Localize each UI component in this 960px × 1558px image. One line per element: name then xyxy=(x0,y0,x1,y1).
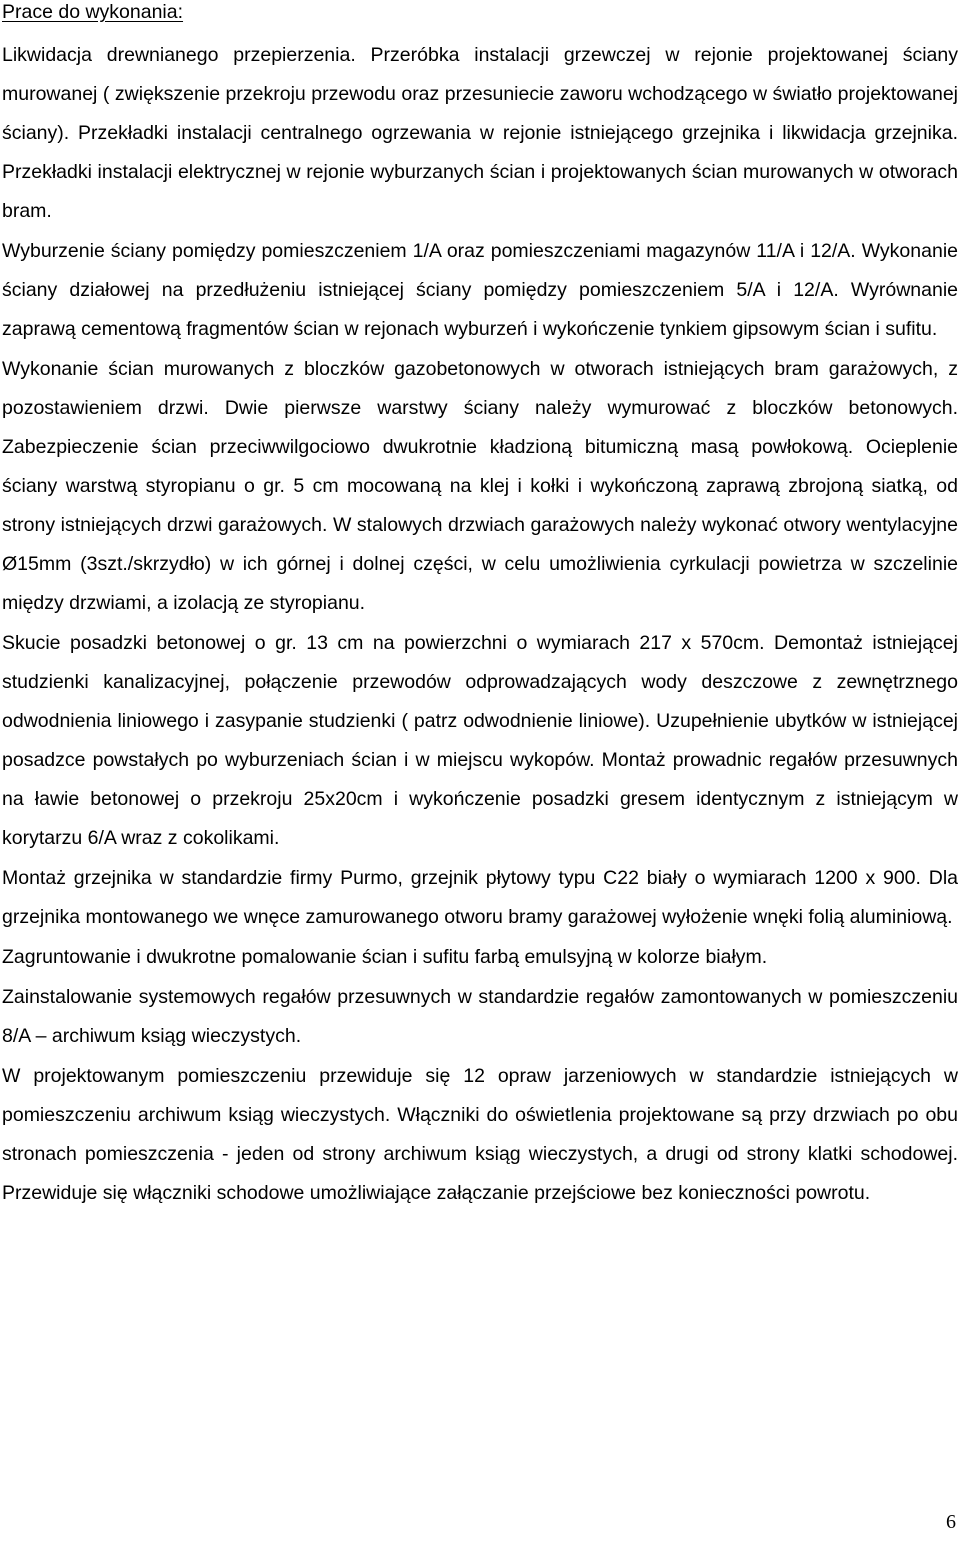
paragraph-wall-demolition: Wyburzenie ściany pomiędzy pomieszczeniem 1/A oraz pomieszczeniami magazynów 11/A i 12/A. Wykonanie ściany działowej na przedłużeniu istniejącej ściany pomiędzy pomieszczeniem 5/A i 12/A. Wyrównanie zaprawą cementową fragmentów ścian w rejonach wyburzeń i wykończenie tynkiem gipsowym ścian i sufitu. xyxy=(2,240,958,340)
paragraph-lighting: W projektowanym pomieszczeniu przewiduje się 12 opraw jarzeniowych w standardzie istniejących w pomieszczeniu archiwum ksiąg wieczystych. Włączniki do oświetlenia projektowane są przy drzwiach po obu stronach pomieszczenia - jeden od strony archiwum ksiąg wieczystych, a drugi od strony klatki schodowej. Przewiduje się włączniki schodowe umożliwiające załączanie przejściowe bez konieczności powrotu. xyxy=(2,1065,958,1204)
paragraph-demolition-installations: Likwidacja drewnianego przepierzenia. Przeróbka instalacji grzewczej w rejonie projektowanej ściany murowanej ( zwiększenie przekroju przewodu oraz przesuniecie zaworu wchodzącego w światło projektowanej ściany). Przekładki instalacji centralnego ogrzewania w rejonie istniejącego grzejnika i likwidacja grzejnika. Przekładki instalacji elektrycznej w rejonie wyburzanych ścian i projektowanych ścian murowanych w otworach bram. xyxy=(2,44,958,222)
document-page xyxy=(2,0,958,1213)
paragraph-masonry-walls: Wykonanie ścian murowanych z bloczków gazobetonowych w otworach istniejących bram garażowych, z pozostawieniem drzwi. Dwie pierwsze warstwy ściany należy wymurować z bloczków betonowych. Zabezpieczenie ścian przeciwwilgociowo dwukrotnie kładzioną bitumiczną masą powłokową. Ocieplenie ściany warstwą styropianu o gr. 5 cm mocowaną na klej i kołki i wykończoną zaprawą zbrojoną siatką, od strony istniejących drzwi garażowych. W stalowych drzwiach garażowych należy wykonać otwory wentylacyjne Ø15mm (3szt./skrzydło) w ich górnej i dolnej części, w celu umożliwienia cyrkulacji powietrza w szczelinie między drzwiami, a izolacją ze styropianu. xyxy=(2,358,958,614)
page-number: 6 xyxy=(946,1511,956,1533)
paragraph-floor-works: Skucie posadzki betonowej o gr. 13 cm na powierzchni o wymiarach 217 x 570cm. Demontaż istniejącej studzienki kanalizacyjnej, połączenie przewodów odprowadzających wody deszczowe z zewnętrznego odwodnienia liniowego i zasypanie studzienki ( patrz odwodnienie liniowe). Uzupełnienie ubytków w istniejącej posadzce powstałych po wyburzeniach ścian i w miejscu wykopów. Montaż prowadnic regałów przesuwnych na ławie betonowej o przekroju 25x20cm i wykończenie posadzki gresem identycznym z istniejącym w korytarzu 6/A wraz z cokolikami. xyxy=(2,632,958,849)
paragraph-painting: Zagruntowanie i dwukrotne pomalowanie ścian i sufitu farbą emulsyjną w kolorze białym. xyxy=(2,946,768,968)
section-heading: Prace do wykonania: xyxy=(2,1,184,23)
paragraph-shelving: Zainstalowanie systemowych regałów przesuwnych w standardzie regałów zamontowanych w pomieszczeniu 8/A – archiwum ksiąg wieczystych. xyxy=(2,986,958,1047)
paragraph-radiator: Montaż grzejnika w standardzie firmy Purmo, grzejnik płytowy typu C22 biały o wymiarach 1200 x 900. Dla grzejnika montowanego we wnęce zamurowanego otworu bramy garażowej wyłożenie wnęki folią aluminiową. xyxy=(2,867,958,928)
